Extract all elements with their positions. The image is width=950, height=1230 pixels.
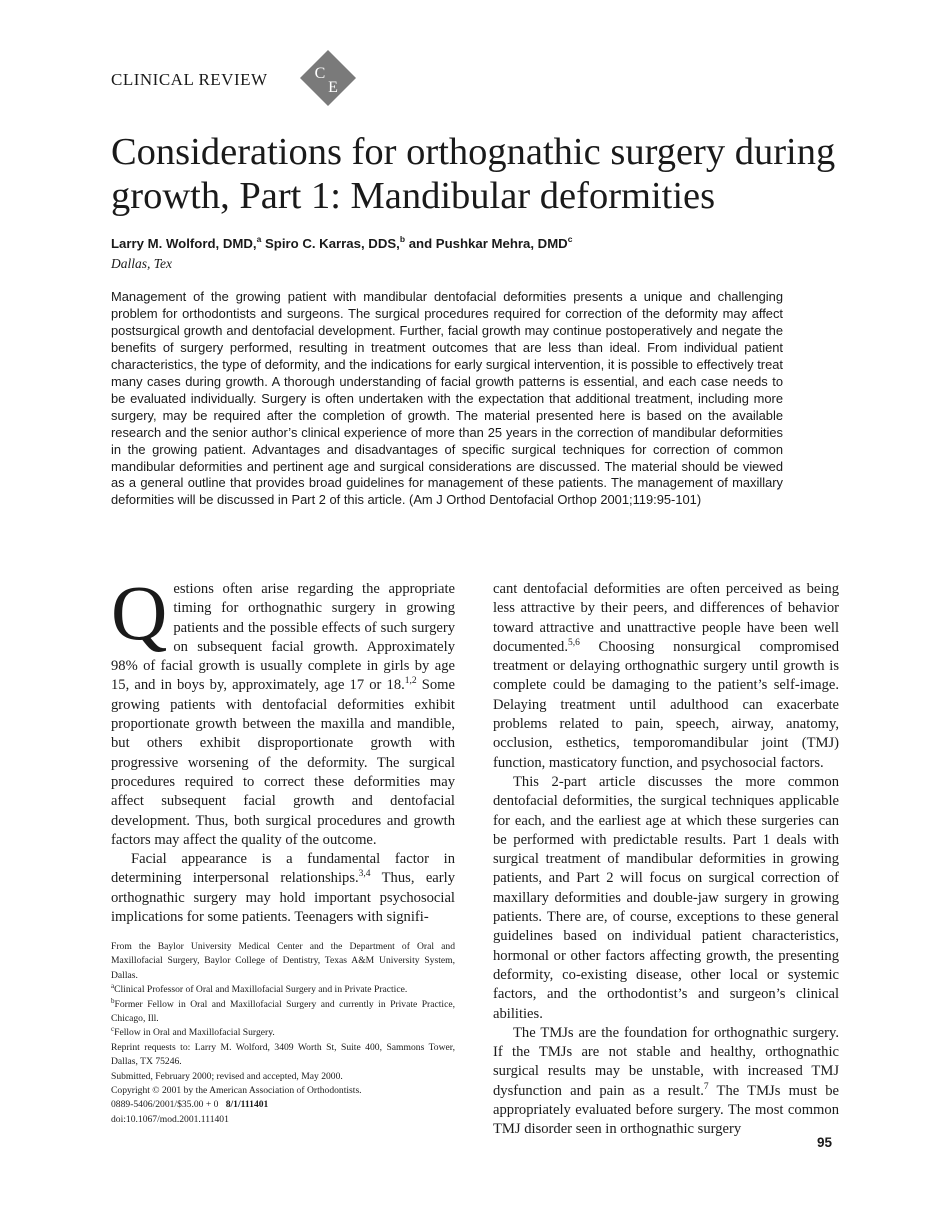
ce-badge-icon (300, 50, 356, 106)
author-affiliation-mark: a (256, 233, 262, 244)
article-title: Considerations for orthognathic surgery during growth, Part 1: Mandibular deformities (111, 131, 836, 217)
paragraph-text: Thus, early orthognathic surgery may hold important psychosocial implications for some patients. Teenagers with signifi- (111, 870, 455, 926)
footnote-reprint: Reprint requests to: Larry M. Wolford, 3409 Worth St, Suite 400, Sammons Tower, Dallas, TX 75246. (111, 1041, 455, 1068)
citation: 5,6 (567, 638, 580, 649)
page-number: 95 (817, 1135, 833, 1150)
ce-badge-diamond (300, 50, 356, 106)
paragraph-text: Facial appearance is a fundamental factor in determining interpersonal relationships. (111, 851, 455, 887)
footnote-issn: 0889-5406/2001/$35.00 + 0 8/1/111401 (111, 1099, 269, 1111)
body-column-right (493, 580, 839, 1140)
body-paragraph (111, 850, 455, 927)
citation: 7 (703, 1081, 709, 1092)
footnote-a: $^a$Clinical Professor of Oral and Maxillofacial Surgery and in Private Practice. (111, 982, 408, 996)
paragraph-text: Some growing patients with dentofacial deformities exhibit proportionate growth between the maxilla and mandible, but others exhibit disproportionate growth with progressive worsening of the deformity. The surgical procedures required to correct these deformities may affect subsequent facial growth and dentofacial development. Thus, both surgical procedures and growth factors may affect the quality of the outcome. (111, 677, 455, 848)
footnote-affiliation: From the Baylor University Medical Center and the Department of Oral and Maxillofacial Surgery, Baylor College of Dentistry, Texas A&M University System, Dallas. (111, 941, 455, 981)
author-location: Dallas, Tex (111, 256, 173, 271)
ce-badge-letter-e: E (328, 79, 338, 96)
citation: 3,4 (358, 869, 371, 880)
section-label: CLINICAL REVIEW (111, 70, 268, 89)
paragraph-text: cant dentofacial deformities are often perceived as being less attractive by their peers, and differences of behavior toward attractive and unattractive people have been well documented. (493, 581, 839, 655)
citation: 1,2 (404, 676, 417, 687)
body-column-left (111, 569, 455, 927)
paragraph-text: Choosing nonsurgical compromised treatment or delaying orthognathic surgery until growth is complete could be damaging to the patient’s self-image. Delaying treatment until adulthood can exacerbate problems related to pain, speech, airway, anatomy, occlusion, esthetics, temporomandibular joint (TMJ) function, masticatory function, and psychosocial factors. (493, 638, 839, 771)
paragraph-text: estions often arise regarding the appropriate timing for orthognathic surgery in growing patients and the possible effects of such surgery on subsequent facial growth. Approximately 98% of facial growth is usually complete in girls by age 15, and in boys by, approximately, age 17 or 18. (111, 581, 455, 694)
author-list (111, 233, 573, 251)
author-affiliation-mark: b (399, 233, 406, 244)
footnote-b: $^b$Former Fellow in Oral and Maxillofacial Surgery and currently in Private Practice, Chicago, Ill. (111, 996, 455, 1025)
author-name: Spiro C. Karras, DDS, (264, 236, 400, 251)
ce-badge-letter-c: C (314, 65, 326, 82)
drop-cap: Q (111, 569, 168, 656)
paragraph-text: The TMJs are the foundation for orthognathic surgery. If the TMJs are not stable and healthy, orthognathic surgical results may be unstable, with increased TMJ dysfunction and pain as a result. (493, 1024, 839, 1099)
footnote-copyright: Copyright © 2001 by the American Association of Orthodontists. (111, 1085, 362, 1097)
body-paragraph (111, 569, 455, 850)
footnote-doi: doi:10.1067/mod.2001.111401 (111, 1113, 229, 1125)
author-affiliation-mark: c (567, 233, 573, 244)
paragraph-text: The TMJs must be appropriately evaluated before surgery. The most common TMJ disorder seen in orthognathic surgery (493, 1082, 839, 1138)
abstract: Management of the growing patient with mandibular dentofacial deformities presents a unique and challenging problem for orthodontists and surgeons. The surgical procedures required for correction of the deformity may affect postsurgical growth and dentofacial development. Further, facial growth may continue postoperatively and negate the benefits of surgery performed, resulting in treatment outcomes that are less than ideal. From individual patient characteristics, the type of deformity, and the indications for early surgical intervention, it is possible to effectively treat many cases during growth. A thorough understanding of facial growth patterns is essential, and each case needs to be evaluated individually. Surgery is often undertaken with the expectation that additional treatment, including more surgery, may be required after the completion of growth. The material presented here is based on the available research and the senior author’s clinical experience of more than 25 years in the correction of mandibular deformities in the growing patient. Advantages and disadvantages of specific surgical techniques for correction of common mandibular deformities and pertinent age and surgical considerations are discussed. The material should be viewed as a general outline that provides broad guidelines for management of these patients. The management of maxillary deformities will be discussed in Part 2 of this article. (Am J Orthod Dentofacial Orthop 2001;119:95-101) (111, 289, 783, 508)
author-name: and Pushkar Mehra, DMD (408, 236, 568, 251)
body-paragraph (493, 1024, 839, 1140)
body-paragraph (493, 580, 839, 773)
footnote-c: $^c$Fellow in Oral and Maxillofacial Surgery. (111, 1025, 275, 1039)
body-paragraph: This 2-part article discusses the more common dentofacial deformities, the surgical techniques applicable for each, and the earliest age at which these surgeries can be performed with predictable results. Part 1 deals with surgical treatment of mandibular deformities in growing patients, and Part 2 will focus on surgical correction of maxillary deformities and double-jaw surgery in growing patients. There are, of course, exceptions to these general guidelines based on individual patient characteristics, hormonal or other factors affecting growth, the presenting deformity, co-existing disease, other local or systemic factors, and the orthodontist’s and surgeon’s clinical abilities. (493, 773, 839, 1022)
author-name: Larry M. Wolford, DMD, (111, 236, 257, 251)
footnote-submitted: Submitted, February 2000; revised and accepted, May 2000. (111, 1070, 343, 1082)
article-footnotes (111, 940, 455, 1127)
footnote-issn-code: 8/1/111401 (225, 1099, 269, 1111)
